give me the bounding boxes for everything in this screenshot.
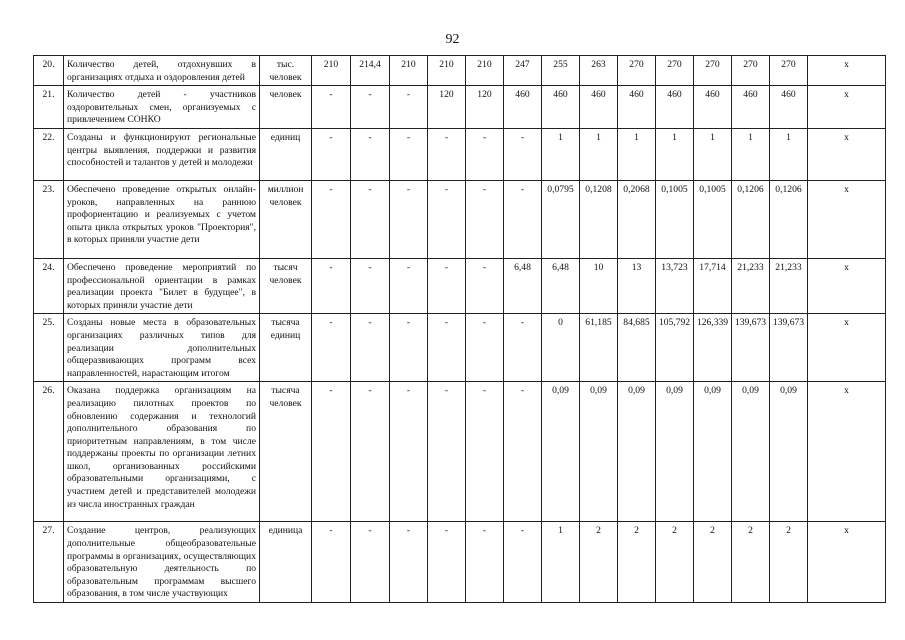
value-cell: 6,48 — [542, 258, 580, 313]
value-cell: 2 — [580, 522, 618, 603]
value-cell: 21,233 — [770, 258, 808, 313]
value-cell: 247 — [504, 56, 542, 86]
value-cell: 263 — [580, 56, 618, 86]
value-cell: 0,09 — [694, 382, 732, 522]
final-value-cell: х — [808, 382, 886, 522]
value-cell: 2 — [618, 522, 656, 603]
unit-cell: тысяча единиц — [260, 314, 312, 382]
row-number-cell: 21. — [34, 86, 64, 129]
unit-cell: тыс. человек — [260, 56, 312, 86]
row-number-cell: 20. — [34, 56, 64, 86]
value-cell: 0,0795 — [542, 180, 580, 258]
value-cell: 0,09 — [542, 382, 580, 522]
value-cell: - — [504, 522, 542, 603]
value-cell: 61,185 — [580, 314, 618, 382]
indicator-name-cell: Количество детей - участников оздоровительных смен, организуемых с привлечением СОНКО — [64, 86, 260, 129]
value-cell: - — [312, 86, 351, 129]
value-cell: - — [351, 522, 390, 603]
value-cell: - — [351, 258, 390, 313]
value-cell: 460 — [542, 86, 580, 129]
value-cell: 214,4 — [351, 56, 390, 86]
row-number-cell: 26. — [34, 382, 64, 522]
value-cell: 10 — [580, 258, 618, 313]
unit-cell: тысяча человек — [260, 382, 312, 522]
value-cell: 0,09 — [656, 382, 694, 522]
value-cell: 270 — [656, 56, 694, 86]
value-cell: - — [428, 128, 466, 180]
value-cell: - — [504, 382, 542, 522]
value-cell: 270 — [694, 56, 732, 86]
value-cell: 1 — [542, 128, 580, 180]
value-cell: 1 — [542, 522, 580, 603]
value-cell: - — [312, 128, 351, 180]
page-number: 92 — [445, 32, 460, 47]
value-cell: 2 — [770, 522, 808, 603]
table-row — [34, 86, 886, 129]
value-cell: - — [312, 522, 351, 603]
indicator-name-cell: Созданы новые места в образовательных организациях различных типов для реализации дополнительных общеразвивающих программ всех направленностей, нарастающим итогом — [64, 314, 260, 382]
row-number-cell: 25. — [34, 314, 64, 382]
value-cell: - — [504, 314, 542, 382]
value-cell: 1 — [770, 128, 808, 180]
indicator-name-cell: Создание центров, реализующих дополнительные общеобразовательные программы в организациях, осуществляющих образовательную деятельность по образовательным программам высшего образования, в том числе участвующих — [64, 522, 260, 603]
value-cell: 460 — [694, 86, 732, 129]
value-cell: 0,09 — [770, 382, 808, 522]
value-cell: 139,673 — [770, 314, 808, 382]
value-cell: - — [390, 180, 428, 258]
value-cell: 460 — [580, 86, 618, 129]
table-body — [34, 56, 886, 603]
unit-cell: единиц — [260, 128, 312, 180]
value-cell: 6,48 — [504, 258, 542, 313]
indicator-name-cell: Количество детей, отдохнувших в организациях отдыха и оздоровления детей — [64, 56, 260, 86]
table-row — [34, 382, 886, 522]
table-row — [34, 258, 886, 313]
value-cell: 0,1005 — [656, 180, 694, 258]
value-cell: - — [390, 258, 428, 313]
value-cell: - — [428, 258, 466, 313]
value-cell: 0,09 — [580, 382, 618, 522]
unit-cell: единица — [260, 522, 312, 603]
value-cell: 21,233 — [732, 258, 770, 313]
row-number-cell: 22. — [34, 128, 64, 180]
value-cell: 17,714 — [694, 258, 732, 313]
indicator-name-cell: Обеспечено проведение открытых онлайн-уроков, направленных на раннюю профориентацию и реализуемых с учетом опыта цикла открытых уроков "Проектория", в которых приняли участие дети — [64, 180, 260, 258]
final-value-cell: х — [808, 180, 886, 258]
row-number-cell: 27. — [34, 522, 64, 603]
final-value-cell: х — [808, 128, 886, 180]
value-cell: - — [504, 128, 542, 180]
value-cell: - — [428, 382, 466, 522]
value-cell: - — [466, 522, 504, 603]
value-cell: - — [312, 382, 351, 522]
value-cell: - — [351, 382, 390, 522]
value-cell: 0,1206 — [732, 180, 770, 258]
value-cell: - — [351, 314, 390, 382]
value-cell: 210 — [390, 56, 428, 86]
value-cell: 1 — [694, 128, 732, 180]
value-cell: - — [466, 382, 504, 522]
final-value-cell: х — [808, 522, 886, 603]
value-cell: 0,1206 — [770, 180, 808, 258]
table-row — [34, 522, 886, 603]
value-cell: 126,339 — [694, 314, 732, 382]
value-cell: 13,723 — [656, 258, 694, 313]
value-cell: 0,09 — [732, 382, 770, 522]
value-cell: 139,673 — [732, 314, 770, 382]
row-number-cell: 24. — [34, 258, 64, 313]
value-cell: - — [351, 180, 390, 258]
value-cell: - — [390, 86, 428, 129]
value-cell: - — [351, 86, 390, 129]
value-cell: 1 — [732, 128, 770, 180]
value-cell: 210 — [428, 56, 466, 86]
value-cell: 460 — [732, 86, 770, 129]
value-cell: - — [504, 180, 542, 258]
value-cell: 0,09 — [618, 382, 656, 522]
value-cell: 2 — [656, 522, 694, 603]
value-cell: - — [466, 314, 504, 382]
value-cell: - — [466, 180, 504, 258]
value-cell: 0,1208 — [580, 180, 618, 258]
unit-cell: тысяч человек — [260, 258, 312, 313]
value-cell: 1 — [580, 128, 618, 180]
indicators-table — [33, 55, 886, 603]
value-cell: - — [428, 522, 466, 603]
value-cell: - — [312, 314, 351, 382]
indicator-name-cell: Созданы и функционируют региональные центры выявления, поддержки и развития способностей и талантов у детей и молодежи — [64, 128, 260, 180]
final-value-cell: х — [808, 258, 886, 313]
value-cell: - — [466, 258, 504, 313]
final-value-cell: х — [808, 56, 886, 86]
value-cell: 0,2068 — [618, 180, 656, 258]
final-value-cell: х — [808, 86, 886, 129]
value-cell: 460 — [618, 86, 656, 129]
table-row — [34, 128, 886, 180]
value-cell: 2 — [732, 522, 770, 603]
value-cell: 1 — [656, 128, 694, 180]
value-cell: 270 — [770, 56, 808, 86]
value-cell: 105,792 — [656, 314, 694, 382]
value-cell: - — [312, 180, 351, 258]
value-cell: 460 — [770, 86, 808, 129]
value-cell: 255 — [542, 56, 580, 86]
value-cell: 210 — [466, 56, 504, 86]
value-cell: - — [428, 180, 466, 258]
unit-cell: человек — [260, 86, 312, 129]
value-cell: 0 — [542, 314, 580, 382]
table-row — [34, 314, 886, 382]
row-number-cell: 23. — [34, 180, 64, 258]
final-value-cell: х — [808, 314, 886, 382]
value-cell: - — [390, 382, 428, 522]
value-cell: - — [312, 258, 351, 313]
table-row — [34, 56, 886, 86]
value-cell: 120 — [428, 86, 466, 129]
value-cell: - — [351, 128, 390, 180]
value-cell: 1 — [618, 128, 656, 180]
value-cell: 460 — [504, 86, 542, 129]
value-cell: 270 — [618, 56, 656, 86]
value-cell: 120 — [466, 86, 504, 129]
value-cell: - — [390, 314, 428, 382]
indicator-name-cell: Оказана поддержка организациям на реализацию пилотных проектов по обновлению содержания и технологий дополнительного образования по приоритетным направлениям, в том числе поддержаны проекты по организации летних школ, организованных российскими образовательными организациями, с участием детей и представителей молодежи из числа иностранных граждан — [64, 382, 260, 522]
value-cell: - — [466, 128, 504, 180]
value-cell: 13 — [618, 258, 656, 313]
value-cell: 2 — [694, 522, 732, 603]
value-cell: - — [390, 522, 428, 603]
table-row — [34, 180, 886, 258]
value-cell: 210 — [312, 56, 351, 86]
value-cell: 84,685 — [618, 314, 656, 382]
indicator-name-cell: Обеспечено проведение мероприятий по профессиональной ориентации в рамках реализации проекта "Билет в будущее", в которых приняли участие дети — [64, 258, 260, 313]
value-cell: - — [390, 128, 428, 180]
value-cell: 460 — [656, 86, 694, 129]
value-cell: - — [428, 314, 466, 382]
unit-cell: миллион человек — [260, 180, 312, 258]
value-cell: 0,1005 — [694, 180, 732, 258]
value-cell: 270 — [732, 56, 770, 86]
